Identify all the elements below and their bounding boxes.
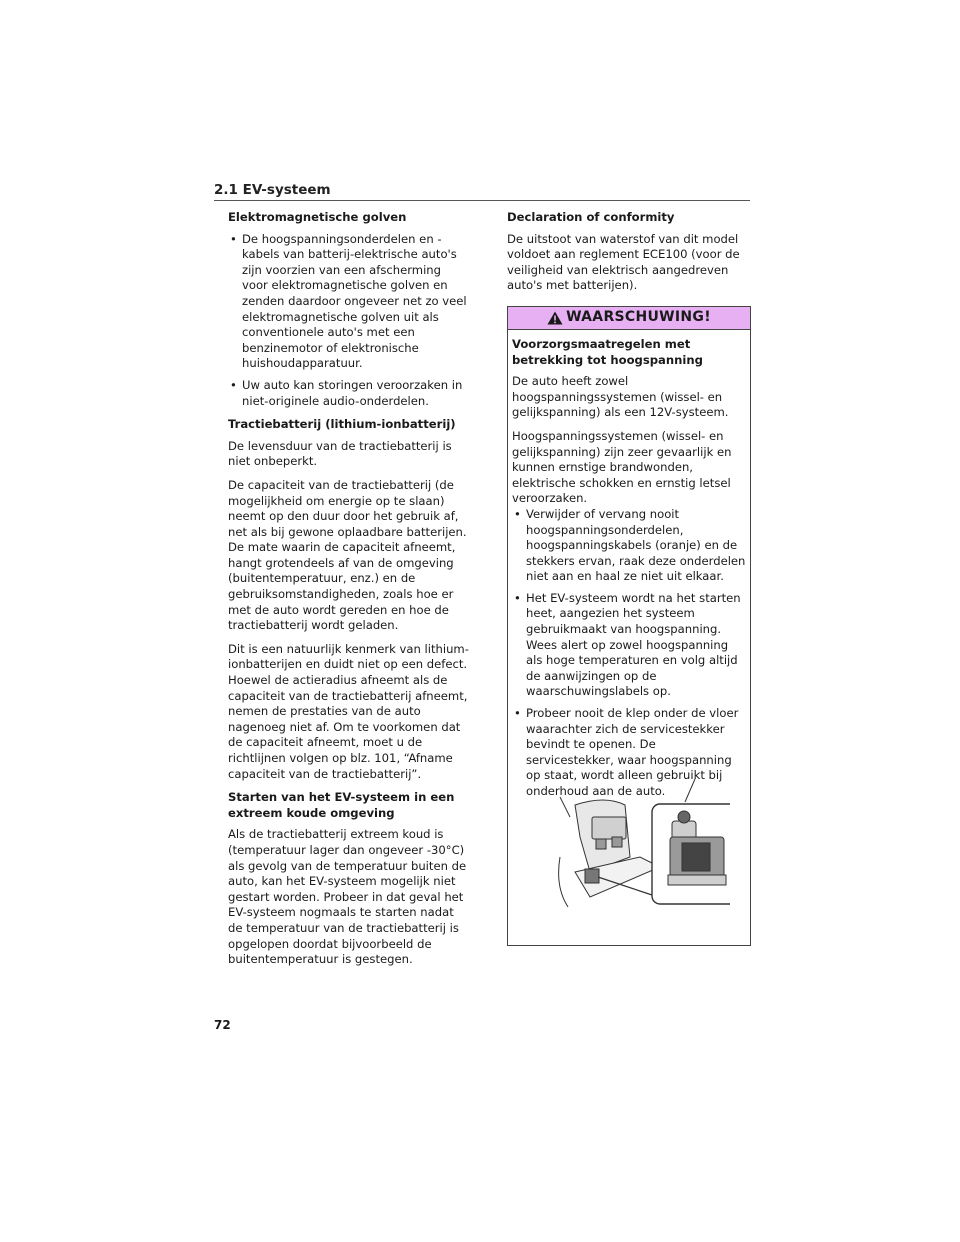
- warning-subheading: Voorzorgsmaatregelen met betrekking tot hoogspanning: [512, 336, 703, 367]
- section-title: 2.1 EV-systeem: [214, 182, 331, 198]
- left-column: [228, 210, 470, 976]
- paragraph: De capaciteit van de tractiebatterij (de mogelijkheid om energie op te slaan) neemt op den duur door het gebruik af, net als bij gewone oplaadbare batterijen. De mate waarin de capaciteit afneemt, hangt grotendeels af van de omgeving (buitentemperatuur, enz.) en de gebruiksomstandigheden, zoals hoe er met de auto wordt gereden en hoe de tractiebatterij wordt geladen.: [228, 477, 467, 633]
- warning-bullet-list: [512, 507, 746, 800]
- warning-icon: [547, 311, 563, 325]
- service-plug-illustration: [530, 777, 730, 927]
- cold-start-heading: Starten van het EV-systeem in een extreem koude omgeving: [228, 790, 455, 820]
- traction-heading: Tractiebatterij (lithium-ionbatterij): [228, 417, 456, 432]
- em-bullet-list: [228, 232, 470, 410]
- paragraph: Hoogspanningssystemen (wissel- en gelijkspanning) zijn zeer gevaarlijk en kunnen ernstige brandwonden, elektrische schokken en ernstig letsel veroorzaken.: [512, 428, 732, 506]
- section-header: [214, 179, 750, 201]
- list-item: • De hoogspanningsonderdelen en -kabels van batterij-elektrische auto's zijn voorzien van een afscherming voor elektromagnetische golven en zenden daardoor ongeveer net zo veel elektromagnetische golven uit als conventionele auto's met een benzinemotor of elektronische huishoudapparatuur.: [228, 232, 470, 372]
- warning-body: [508, 330, 750, 800]
- paragraph: De uitstoot van waterstof van dit model voldoet aan reglement ECE100 (voor de veiligheid van elektrisch aangedreven auto's met batterijen).: [507, 231, 740, 293]
- right-column: [507, 210, 751, 946]
- paragraph: De auto heeft zowel hoogspanningssystemen (wissel- en gelijkspanning) als een 12V-systeem.: [512, 374, 729, 420]
- list-item: • Verwijder of vervang nooit hoogspanningsonderdelen, hoogspanningskabels (oranje) en de stekkers ervan, raak deze onderdelen niet aan en haal ze niet uit elkaar.: [512, 507, 746, 585]
- warning-header: [508, 307, 750, 330]
- list-item: • Uw auto kan storingen veroorzaken in niet-originele audio-onderdelen.: [228, 378, 470, 409]
- warning-title: WAARSCHUWING!: [566, 309, 711, 326]
- list-item: • Het EV-systeem wordt na het starten heet, aangezien het systeem gebruikmaakt van hoogspanning. Wees alert op zowel hoogspanning als hoge temperaturen en volg altijd de aanwijzingen op de waarschuwingslabels op.: [512, 591, 746, 700]
- list-item: • Probeer nooit de klep onder de vloer waarachter zich de servicestekker bevindt te openen. De servicestekker, waar hoogspanning op staat, wordt alleen gebruikt bij onderhoud aan de auto.: [512, 706, 746, 800]
- paragraph: De levensduur van de tractiebatterij is niet onbeperkt.: [228, 438, 452, 469]
- warning-box: [507, 306, 751, 946]
- paragraph: Als de tractiebatterij extreem koud is (temperatuur lager dan ongeveer -30°C) als gevolg van de temperatuur buiten de auto, kan het EV-systeem mogelijk niet gestart worden. Probeer in dat geval het EV-systeem nogmaals te starten nadat de temperatuur van de tractiebatterij is opgelopen doordat bijvoorbeeld de buitentemperatuur is gestegen.: [228, 827, 467, 967]
- conformity-heading: Declaration of conformity: [507, 210, 675, 224]
- page-number: 72: [214, 1018, 231, 1032]
- paragraph: Dit is een natuurlijk kenmerk van lithium-ionbatterijen en duidt niet op een defect. Hoewel de actieradius afneemt als de capaciteit van de tractiebatterij afneemt, nemen de prestaties van de auto nagenoeg niet af. Om te voorkomen dat de capaciteit afneemt, moet u de richtlijnen volgen op blz. 101, “Afname capaciteit van de tractiebatterij”.: [228, 641, 469, 781]
- em-heading: Elektromagnetische golven: [228, 210, 407, 224]
